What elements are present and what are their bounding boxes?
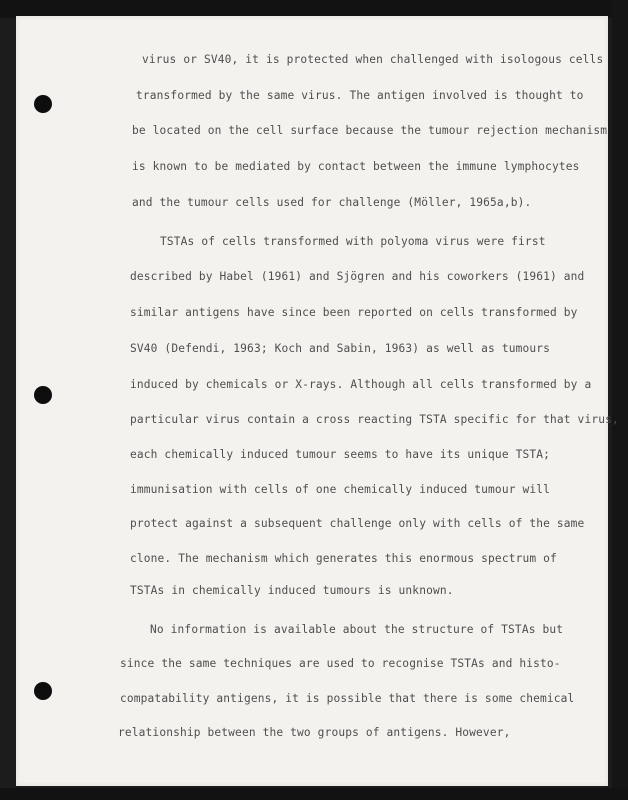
punch-hole <box>34 386 52 404</box>
text-line: protect against a subsequent challenge only with cells of the same <box>130 517 585 530</box>
text-line: No information is available about the structure of TSTAs but <box>150 623 564 636</box>
text-line: similar antigens have since been reported on cells transformed by <box>130 306 578 319</box>
text-line: virus or SV40, it is protected when challenged with isologous cells <box>142 53 604 66</box>
text-line: induced by chemicals or X-rays. Although all cells transformed by a <box>130 378 592 391</box>
punch-hole <box>34 682 52 700</box>
text-line: SV40 (Defendi, 1963; Koch and Sabin, 1963) as well as tumours <box>130 342 551 355</box>
text-line: transformed by the same virus. The antigen involved is thought to <box>136 89 584 102</box>
text-line: TSTAs of cells transformed with polyoma virus were first <box>160 235 546 248</box>
text-line: particular virus contain a cross reacting TSTA specific for that virus, <box>130 413 619 426</box>
text-line: since the same techniques are used to recognise TSTAs and histo- <box>120 657 561 670</box>
text-line: clone. The mechanism which generates this enormous spectrum of <box>130 552 557 565</box>
scan-frame-bottom <box>0 788 628 800</box>
typed-page <box>16 16 619 786</box>
scan-frame-right <box>612 0 628 800</box>
text-line: TSTAs in chemically induced tumours is unknown. <box>130 584 454 597</box>
text-line: and the tumour cells used for challenge (Möller, 1965a,b). <box>132 196 532 209</box>
text-line: described by Habel (1961) and Sjögren and his coworkers (1961) and <box>130 270 585 283</box>
text-line: immunisation with cells of one chemically induced tumour will <box>130 483 551 496</box>
text-line: compatability antigens, it is possible that there is some chemical <box>120 692 575 705</box>
text-line: is known to be mediated by contact between the immune lymphocytes <box>132 160 580 173</box>
text-line: each chemically induced tumour seems to have its unique TSTA; <box>130 448 551 461</box>
punch-hole <box>34 95 52 113</box>
text-line: be located on the cell surface because the tumour rejection mechanism <box>132 124 608 137</box>
text-line: relationship between the two groups of antigens. However, <box>118 726 511 739</box>
